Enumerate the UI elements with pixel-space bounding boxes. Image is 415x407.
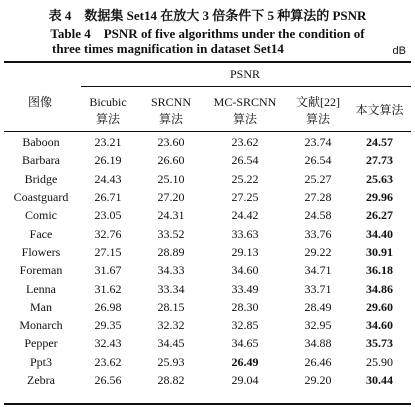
header-line1: Bicubic — [89, 95, 127, 109]
header-rule — [4, 131, 411, 132]
psnr-value-cell: 25.10 — [157, 171, 185, 186]
psnr-value-cell: 24.43 — [94, 171, 122, 186]
psnr-value-cell: 24.31 — [157, 208, 185, 223]
psnr-group-header: PSNR — [229, 67, 261, 81]
table-body — [4, 133, 411, 389]
table-row — [4, 353, 411, 371]
psnr-value-cell: 23.21 — [94, 135, 122, 150]
image-name-cell: Baboon — [22, 135, 60, 150]
header-line1: MC-SRCNN — [213, 95, 277, 109]
psnr-value-cell: 24.58 — [304, 208, 332, 223]
psnr-value-cell: 33.63 — [231, 226, 259, 241]
psnr-value-cell: 34.40 — [366, 226, 393, 241]
psnr-value-cell: 28.49 — [304, 299, 332, 314]
table-row — [4, 279, 411, 297]
psnr-value-cell: 34.60 — [231, 263, 259, 278]
psnr-value-cell: 33.52 — [157, 226, 185, 241]
unit-label: dB — [392, 45, 406, 57]
psnr-value-cell: 23.60 — [157, 135, 185, 150]
table-caption-english-line1: Table 4 PSNR of five algorithms under the condition of — [50, 26, 365, 41]
table-row — [4, 224, 411, 242]
header-line2: 算法 — [232, 112, 257, 126]
table-caption-english-line2: three times magnification in dataset Set14 — [52, 41, 284, 56]
image-name-cell: Pepper — [24, 336, 58, 351]
header-line2: 算法 — [305, 112, 330, 126]
psnr-group-rule — [81, 86, 411, 87]
psnr-value-cell: 27.15 — [94, 244, 122, 259]
psnr-value-cell: 25.63 — [366, 171, 393, 186]
psnr-value-cell: 27.25 — [231, 190, 259, 205]
psnr-value-cell: 36.18 — [366, 263, 393, 278]
psnr-value-cell: 33.34 — [157, 281, 185, 296]
psnr-value-cell: 25.90 — [366, 354, 393, 369]
psnr-value-cell: 26.46 — [304, 354, 332, 369]
psnr-value-cell: 23.62 — [231, 135, 259, 150]
psnr-value-cell: 35.73 — [366, 336, 393, 351]
psnr-value-cell: 26.56 — [94, 373, 122, 387]
psnr-value-cell: 32.95 — [304, 318, 332, 333]
header-bicubic — [76, 94, 140, 128]
psnr-value-cell: 25.93 — [157, 354, 185, 369]
psnr-value-cell: 30.44 — [366, 373, 393, 387]
psnr-value-cell: 32.32 — [157, 318, 185, 333]
psnr-value-cell: 26.54 — [231, 153, 259, 168]
header-ref22 — [288, 94, 348, 128]
psnr-value-cell: 25.22 — [231, 171, 259, 186]
image-name-cell: Bridge — [24, 171, 58, 186]
psnr-value-cell: 34.60 — [366, 318, 393, 333]
table-row — [4, 261, 411, 279]
table-row — [4, 206, 411, 224]
psnr-value-cell: 31.67 — [94, 263, 122, 278]
table-caption-chinese: 表 4 数据集 Set14 在放大 3 倍条件下 5 种算法的 PSNR — [48, 8, 367, 23]
bottom-rule — [4, 403, 411, 405]
psnr-value-cell: 28.15 — [157, 299, 185, 314]
psnr-value-cell: 32.76 — [94, 226, 122, 241]
psnr-value-cell: 34.86 — [366, 281, 393, 296]
psnr-value-cell: 27.73 — [366, 153, 393, 168]
header-line2: 算法 — [95, 112, 120, 126]
psnr-value-cell: 26.19 — [94, 153, 122, 168]
image-name-cell: Barbara — [22, 153, 60, 168]
header-line1: 文献[22] — [296, 95, 340, 109]
table-row — [4, 298, 411, 316]
psnr-value-cell: 33.49 — [231, 281, 259, 296]
header-line2: 算法 — [158, 112, 183, 126]
image-name-cell: Comic — [25, 208, 57, 223]
psnr-value-cell: 27.28 — [304, 190, 332, 205]
psnr-value-cell: 29.20 — [304, 373, 332, 387]
psnr-value-cell: 23.74 — [304, 135, 332, 150]
psnr-value-cell: 24.42 — [231, 208, 259, 223]
image-name-cell: Man — [30, 299, 52, 314]
psnr-value-cell: 29.35 — [94, 318, 122, 333]
header-proposed — [348, 102, 411, 119]
psnr-value-cell: 23.62 — [94, 354, 122, 369]
psnr-value-cell: 29.13 — [231, 244, 259, 259]
psnr-value-cell: 27.20 — [157, 190, 185, 205]
image-name-cell: Monarch — [19, 318, 63, 333]
image-name-cell: Face — [29, 226, 53, 241]
image-name-cell: Zebra — [27, 373, 55, 387]
image-name-cell: Ppt3 — [29, 354, 52, 369]
psnr-value-cell: 26.60 — [157, 153, 185, 168]
psnr-value-cell: 33.71 — [304, 281, 332, 296]
table-row — [4, 133, 411, 151]
image-name-cell: Foreman — [19, 263, 63, 278]
table-row — [4, 371, 411, 389]
psnr-value-cell: 34.71 — [304, 263, 332, 278]
psnr-value-cell: 28.30 — [231, 299, 259, 314]
image-name-cell: Flowers — [21, 244, 61, 259]
header-srcnn — [140, 94, 202, 128]
psnr-value-cell: 28.89 — [157, 244, 185, 259]
psnr-value-cell: 33.76 — [304, 226, 332, 241]
psnr-value-cell: 28.82 — [157, 373, 185, 387]
table-row — [4, 334, 411, 352]
psnr-value-cell: 32.85 — [231, 318, 259, 333]
psnr-value-cell: 30.91 — [366, 244, 393, 259]
psnr-value-cell: 34.33 — [157, 263, 185, 278]
table-row — [4, 188, 411, 206]
psnr-value-cell: 29.04 — [231, 373, 259, 387]
image-name-cell: Coastguard — [13, 190, 69, 205]
psnr-value-cell: 34.88 — [304, 336, 332, 351]
table-row — [4, 151, 411, 169]
table-row — [4, 170, 411, 188]
psnr-value-cell: 29.60 — [366, 299, 393, 314]
psnr-value-cell: 24.57 — [366, 135, 393, 150]
psnr-value-cell: 32.43 — [94, 336, 122, 351]
psnr-value-cell: 26.54 — [304, 153, 332, 168]
table-row — [4, 243, 411, 261]
psnr-value-cell: 26.27 — [366, 208, 393, 223]
psnr-value-cell: 26.49 — [231, 354, 259, 369]
image-column-header: 图像 — [27, 95, 52, 109]
psnr-value-cell: 26.98 — [94, 299, 122, 314]
psnr-value-cell: 34.65 — [231, 336, 259, 351]
header-line1: 本文算法 — [355, 103, 404, 117]
table-row — [4, 316, 411, 334]
psnr-value-cell: 29.22 — [304, 244, 332, 259]
psnr-value-cell: 29.96 — [366, 190, 393, 205]
psnr-value-cell: 23.05 — [94, 208, 122, 223]
psnr-value-cell: 25.27 — [304, 171, 332, 186]
psnr-value-cell: 26.71 — [94, 190, 122, 205]
top-rule — [4, 61, 411, 63]
image-name-cell: Lenna — [26, 281, 56, 296]
header-line1: SRCNN — [150, 95, 191, 109]
header-mc-srcnn — [202, 94, 288, 128]
psnr-value-cell: 31.62 — [94, 281, 122, 296]
psnr-table — [4, 133, 411, 389]
psnr-value-cell: 34.45 — [157, 336, 185, 351]
